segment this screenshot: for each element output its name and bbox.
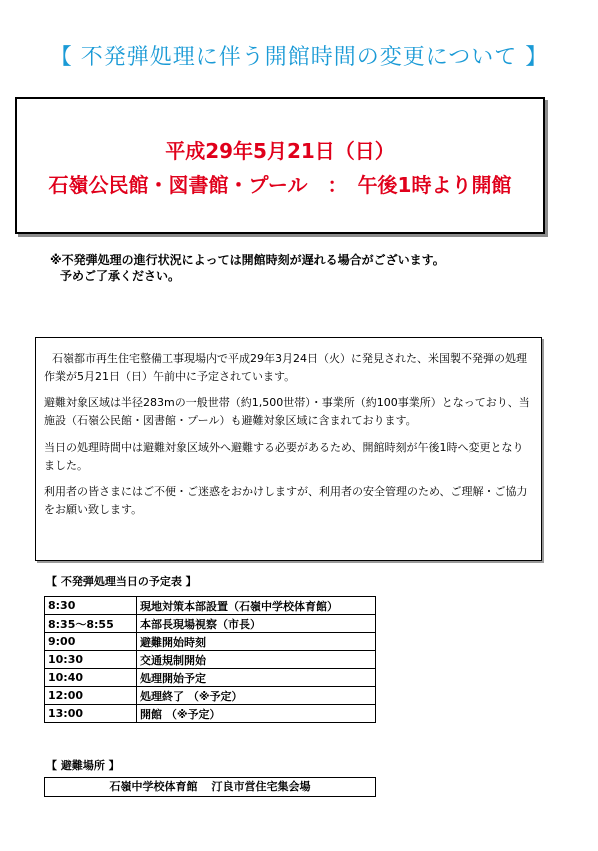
schedule-time: 10:40 xyxy=(45,669,137,687)
table-row xyxy=(45,705,376,723)
shelter-place-1: 石嶺中学校体育館 xyxy=(109,780,198,793)
caution-line-2: 予めご了承ください。 xyxy=(60,269,181,283)
schedule-time: 12:00 xyxy=(45,687,137,705)
schedule-time: 8:35～8:55 xyxy=(45,615,137,633)
schedule-time: 9:00 xyxy=(45,633,137,651)
notice-box xyxy=(15,97,545,234)
caution-note xyxy=(50,252,445,284)
schedule-event: 処理開始予定 xyxy=(137,669,376,687)
schedule-event: 避難開始時刻 xyxy=(137,633,376,651)
page-title: 【 不発弾処理に伴う開館時間の変更について 】 xyxy=(49,45,549,70)
description-paragraph-2: 避難対象区域は半径283mの一般世帯（約1,500世帯）・事業所（約100事業所）となっており、当施設（石嶺公民館・図書館・プール）も避難対象区域に含まれております。 xyxy=(44,396,530,427)
schedule-time: 13:00 xyxy=(45,705,137,723)
description-paragraph-3: 当日の処理時間中は避難対象区域外へ避難する必要があるため、開館時刻が午後1時へ変更となりました。 xyxy=(44,441,524,472)
description-paragraph-1: 石嶺都市再生住宅整備工事現場内で平成29年3月24日（火）に発見された、米国製不発弾の処理作業が5月21日（日）午前中に予定されています。 xyxy=(44,352,527,383)
schedule-event: 開館 （※予定） xyxy=(137,705,376,723)
table-row xyxy=(45,615,376,633)
caution-line-1: ※不発弾処理の進行状況によっては開館時刻が遅れる場合がございます。 xyxy=(50,253,445,267)
table-row xyxy=(45,669,376,687)
schedule-table xyxy=(44,596,376,723)
schedule-heading: 【 不発弾処理当日の予定表 】 xyxy=(46,575,197,588)
table-row xyxy=(45,633,376,651)
schedule-event: 処理終了 （※予定） xyxy=(137,687,376,705)
table-row xyxy=(45,597,376,615)
shelter-place-2: 汀良市営住宅集会場 xyxy=(211,780,311,793)
schedule-time: 10:30 xyxy=(45,651,137,669)
schedule-event: 現地対策本部設置（石嶺中学校体育館） xyxy=(137,597,376,615)
description-box xyxy=(35,337,542,561)
table-row xyxy=(45,687,376,705)
shelter-box xyxy=(44,777,376,797)
schedule-event: 交通規制開始 xyxy=(137,651,376,669)
schedule-event: 本部長現場視察（市長） xyxy=(137,615,376,633)
notice-opening-time: 石嶺公民館・図書館・プール ： 午後1時より開館 xyxy=(48,173,512,197)
schedule-time: 8:30 xyxy=(45,597,137,615)
description-paragraph-4: 利用者の皆さまにはご不便・ご迷惑をおかけしますが、利用者の安全管理のため、ご理解・ご協力をお願い致します。 xyxy=(44,485,528,516)
notice-date: 平成29年5月21日（日） xyxy=(165,139,395,163)
table-row xyxy=(45,651,376,669)
shelter-heading: 【 避難場所 】 xyxy=(46,759,120,772)
